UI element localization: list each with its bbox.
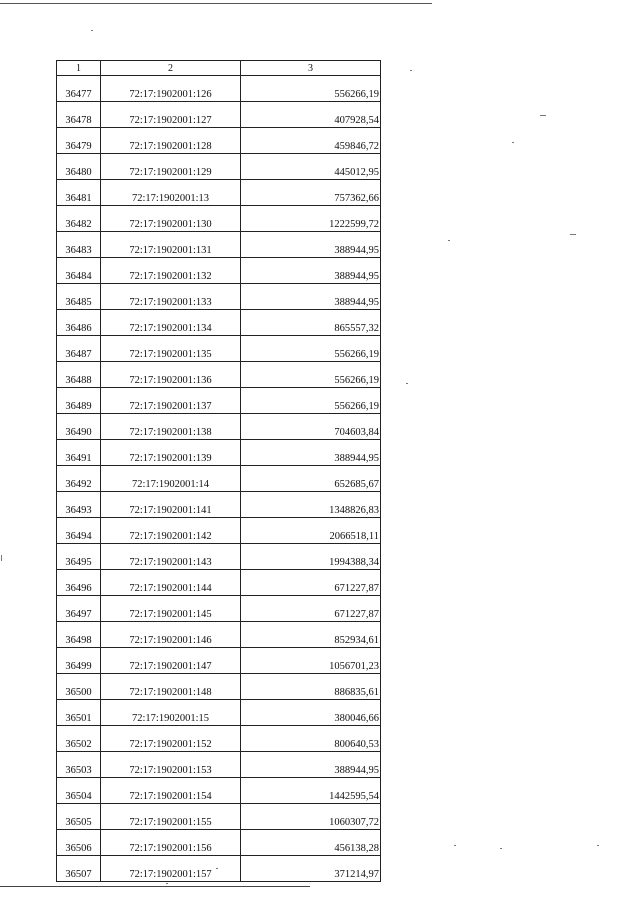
table-row	[57, 154, 381, 180]
row-number-cell: 36489	[57, 388, 101, 414]
cadastral-value-cell: 388944,95	[241, 232, 381, 258]
cadastral-number-cell: 72:17:1902001:132	[101, 258, 241, 284]
row-number-cell: 36481	[57, 180, 101, 206]
table-row	[57, 856, 381, 882]
column-header-1: 1	[57, 61, 101, 76]
table-header-row	[57, 61, 381, 76]
row-number-cell: 36480	[57, 154, 101, 180]
cadastral-number-cell: 72:17:1902001:153	[101, 752, 241, 778]
cadastral-value-cell: 1994388,34	[241, 544, 381, 570]
cadastral-value-cell: 556266,19	[241, 336, 381, 362]
cadastral-number-cell: 72:17:1902001:145	[101, 596, 241, 622]
cadastral-value-cell: 886835,61	[241, 674, 381, 700]
scan-speck	[406, 383, 408, 384]
table-body	[57, 76, 381, 882]
bottom-border-line	[0, 886, 310, 887]
cadastral-number-cell: 72:17:1902001:130	[101, 206, 241, 232]
cadastral-value-cell: 456138,28	[241, 830, 381, 856]
row-number-cell: 36498	[57, 622, 101, 648]
cadastral-value-cell: 388944,95	[241, 752, 381, 778]
table-row	[57, 206, 381, 232]
row-number-cell: 36493	[57, 492, 101, 518]
table-row	[57, 726, 381, 752]
cadastral-value-cell: 1442595,54	[241, 778, 381, 804]
cadastral-value-cell: 1056701,23	[241, 648, 381, 674]
row-number-cell: 36497	[57, 596, 101, 622]
table-row	[57, 232, 381, 258]
table-row	[57, 778, 381, 804]
cadastral-value-cell: 388944,95	[241, 258, 381, 284]
cadastral-value-cell: 1060307,72	[241, 804, 381, 830]
row-number-cell: 36494	[57, 518, 101, 544]
table-row	[57, 466, 381, 492]
cadastral-value-cell: 556266,19	[241, 76, 381, 102]
cadastral-number-cell: 72:17:1902001:141	[101, 492, 241, 518]
row-number-cell: 36501	[57, 700, 101, 726]
cadastral-value-cell: 371214,97	[241, 856, 381, 882]
row-number-cell: 36482	[57, 206, 101, 232]
column-header-3: 3	[241, 61, 381, 76]
scan-speck	[454, 845, 456, 846]
table-row	[57, 388, 381, 414]
table-row	[57, 518, 381, 544]
table-row	[57, 128, 381, 154]
cadastral-number-cell: 72:17:1902001:127	[101, 102, 241, 128]
row-number-cell: 36495	[57, 544, 101, 570]
table-row	[57, 648, 381, 674]
cadastral-number-cell: 72:17:1902001:13	[101, 180, 241, 206]
cadastral-value-cell: 1222599,72	[241, 206, 381, 232]
table-row	[57, 336, 381, 362]
cadastral-number-cell: 72:17:1902001:156	[101, 830, 241, 856]
row-number-cell: 36507	[57, 856, 101, 882]
row-number-cell: 36500	[57, 674, 101, 700]
table-row	[57, 440, 381, 466]
row-number-cell: 36483	[57, 232, 101, 258]
cadastral-value-cell: 704603,84	[241, 414, 381, 440]
table-row	[57, 362, 381, 388]
cadastral-number-cell: 72:17:1902001:144	[101, 570, 241, 596]
cadastral-number-cell: 72:17:1902001:155	[101, 804, 241, 830]
table-row	[57, 752, 381, 778]
cadastral-value-cell: 671227,87	[241, 570, 381, 596]
cadastral-number-cell: 72:17:1902001:131	[101, 232, 241, 258]
scan-speck	[597, 845, 599, 846]
cadastral-number-cell: 72:17:1902001:137	[101, 388, 241, 414]
cadastral-number-cell: 72:17:1902001:139	[101, 440, 241, 466]
row-number-cell: 36506	[57, 830, 101, 856]
cadastral-value-cell: 380046,66	[241, 700, 381, 726]
cadastral-number-cell: 72:17:1902001:142	[101, 518, 241, 544]
table-row	[57, 830, 381, 856]
cadastral-number-cell: 72:17:1902001:152	[101, 726, 241, 752]
scan-speck	[500, 848, 502, 849]
table-row	[57, 570, 381, 596]
column-header-2: 2	[101, 61, 241, 76]
table-row	[57, 180, 381, 206]
cadastral-number-cell: 72:17:1902001:147	[101, 648, 241, 674]
cadastral-number-cell: 72:17:1902001:146	[101, 622, 241, 648]
cadastral-value-cell: 1348826,83	[241, 492, 381, 518]
cadastral-number-cell: 72:17:1902001:148	[101, 674, 241, 700]
table-row	[57, 258, 381, 284]
cadastral-value-cell: 556266,19	[241, 362, 381, 388]
table-row	[57, 102, 381, 128]
scan-speck	[448, 240, 450, 241]
table-row	[57, 414, 381, 440]
table-row	[57, 804, 381, 830]
cadastral-number-cell: 72:17:1902001:143	[101, 544, 241, 570]
top-border-line	[0, 3, 432, 4]
row-number-cell: 36487	[57, 336, 101, 362]
row-number-cell: 36504	[57, 778, 101, 804]
cadastral-number-cell: 72:17:1902001:154	[101, 778, 241, 804]
row-number-cell: 36492	[57, 466, 101, 492]
cadastral-value-cell: 2066518,11	[241, 518, 381, 544]
table-row	[57, 284, 381, 310]
cadastral-value-cell: 459846,72	[241, 128, 381, 154]
cadastral-number-cell: 72:17:1902001:135	[101, 336, 241, 362]
cadastral-number-cell: 72:17:1902001:15	[101, 700, 241, 726]
cadastral-number-cell: 72:17:1902001:126	[101, 76, 241, 102]
cadastral-number-cell: 72:17:1902001:136	[101, 362, 241, 388]
row-number-cell: 36478	[57, 102, 101, 128]
cadastral-value-cell: 852934,61	[241, 622, 381, 648]
row-number-cell: 36499	[57, 648, 101, 674]
cadastral-value-cell: 757362,66	[241, 180, 381, 206]
table-row	[57, 596, 381, 622]
cadastral-number-cell: 72:17:1902001:133	[101, 284, 241, 310]
cadastral-value-cell: 445012,95	[241, 154, 381, 180]
table-row	[57, 544, 381, 570]
row-number-cell: 36477	[57, 76, 101, 102]
cadastral-value-cell: 865557,32	[241, 310, 381, 336]
row-number-cell: 36485	[57, 284, 101, 310]
table-row	[57, 700, 381, 726]
table-row	[57, 622, 381, 648]
cadastral-number-cell: 72:17:1902001:157	[101, 856, 241, 882]
cadastral-number-cell: 72:17:1902001:138	[101, 414, 241, 440]
row-number-cell: 36488	[57, 362, 101, 388]
scan-speck	[410, 70, 412, 71]
cadastral-value-table	[56, 60, 381, 882]
table-row	[57, 492, 381, 518]
scan-speck	[540, 115, 546, 116]
table-row	[57, 674, 381, 700]
scan-speck	[570, 234, 576, 235]
cadastral-number-cell: 72:17:1902001:129	[101, 154, 241, 180]
row-number-cell: 36503	[57, 752, 101, 778]
cadastral-number-cell: 72:17:1902001:14	[101, 466, 241, 492]
cadastral-value-cell: 388944,95	[241, 284, 381, 310]
table-row	[57, 310, 381, 336]
row-number-cell: 36502	[57, 726, 101, 752]
cadastral-value-cell: 407928,54	[241, 102, 381, 128]
cadastral-value-cell: 556266,19	[241, 388, 381, 414]
scan-speck	[512, 142, 514, 143]
row-number-cell: 36490	[57, 414, 101, 440]
scan-speck	[91, 30, 93, 31]
cadastral-value-cell: 388944,95	[241, 440, 381, 466]
row-number-cell: 36486	[57, 310, 101, 336]
cadastral-number-cell: 72:17:1902001:134	[101, 310, 241, 336]
cadastral-value-cell: 671227,87	[241, 596, 381, 622]
row-number-cell: 36496	[57, 570, 101, 596]
row-number-cell: 36491	[57, 440, 101, 466]
row-number-cell: 36479	[57, 128, 101, 154]
scan-speck	[166, 883, 168, 884]
row-number-cell: 36505	[57, 804, 101, 830]
cadastral-number-cell: 72:17:1902001:128	[101, 128, 241, 154]
table-row	[57, 76, 381, 102]
cadastral-value-cell: 800640,53	[241, 726, 381, 752]
row-number-cell: 36484	[57, 258, 101, 284]
cadastral-value-cell: 652685,67	[241, 466, 381, 492]
scan-speck	[1, 555, 2, 561]
